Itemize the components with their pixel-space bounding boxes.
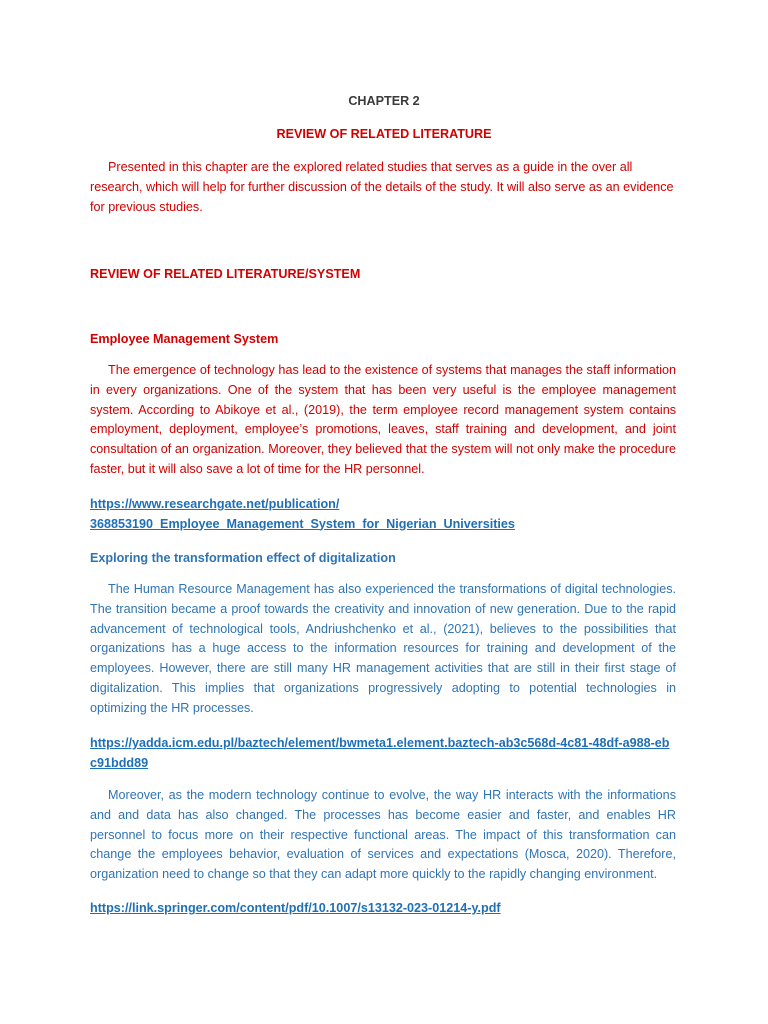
digital-link-2[interactable]: https://link.springer.com/content/pdf/10.1007/s13132-023-01214-y.pdf [90, 901, 501, 915]
ems-heading: Employee Management System [90, 332, 279, 346]
section-heading: REVIEW OF RELATED LITERATURE/SYSTEM [90, 267, 361, 281]
digital-heading: Exploring the transformation effect of digitalization [90, 551, 396, 565]
ems-link-line-2[interactable]: 368853190_Employee_Management_System_for_Nigerian_Universities [90, 516, 515, 531]
digital-reference-link-1[interactable] [90, 734, 676, 773]
ems-link-line-1[interactable]: https://www.researchgate.net/publication/ [90, 497, 340, 511]
digital-paragraph-1: The Human Resource Management has also experienced the transformations of digital technologies. The transition became a proof towards the creativity and innovation of new generation. Due to the rapid advancement of technological tools, Andriushchenko et al., (2021), believes to the possibilities that organizations has a huge access to the information resources for training and development of the employees. However, there are still many HR management activities that are still in their first stage of digitalization. This implies that organizations progressively adopting to potential technologies in optimizing the HR processes. [90, 582, 676, 715]
chapter-title: REVIEW OF RELATED LITERATURE [276, 127, 492, 141]
intro-paragraph: Presented in this chapter are the explored related studies that serves as a guide in the over all research, which will help for further discussion of the details of the study. It will also serve as an evidence for previous studies. [90, 160, 674, 214]
digital-paragraph-2: Moreover, as the modern technology continue to evolve, the way HR interacts with the informations and and data has also changed. The processes has become easier and faster, and enables HR personnel to focus more on their respective functional areas. The impact of this transformation can change the employees behavior, evaluation of services and expectations (Mosca, 2020). Therefore, organization need to change so that they can adapt more quickly to the rapidly changing environment. [90, 788, 676, 882]
digital-reference-link-2[interactable] [90, 899, 676, 919]
digital-link-1[interactable]: https://yadda.icm.edu.pl/baztech/element/bwmeta1.element.baztech-ab3c568d-4c81-48df-a988-ebc91bdd89 [90, 736, 670, 770]
chapter-label: CHAPTER 2 [348, 94, 420, 108]
ems-paragraph: The emergence of technology has lead to the existence of systems that manages the staff information in every organizations. One of the system that has been very useful is the employee management system. According to Abikoye et al., (2019), the term employee record management system contains employment, deployment, employee’s promotions, leaves, staff training and development, and joint consultation of an organization. Moreover, they believed that the system will not only make the procedure faster, but it will also save a lot of time for the HR personnel. [90, 363, 676, 476]
ems-reference-link[interactable] [90, 495, 676, 534]
